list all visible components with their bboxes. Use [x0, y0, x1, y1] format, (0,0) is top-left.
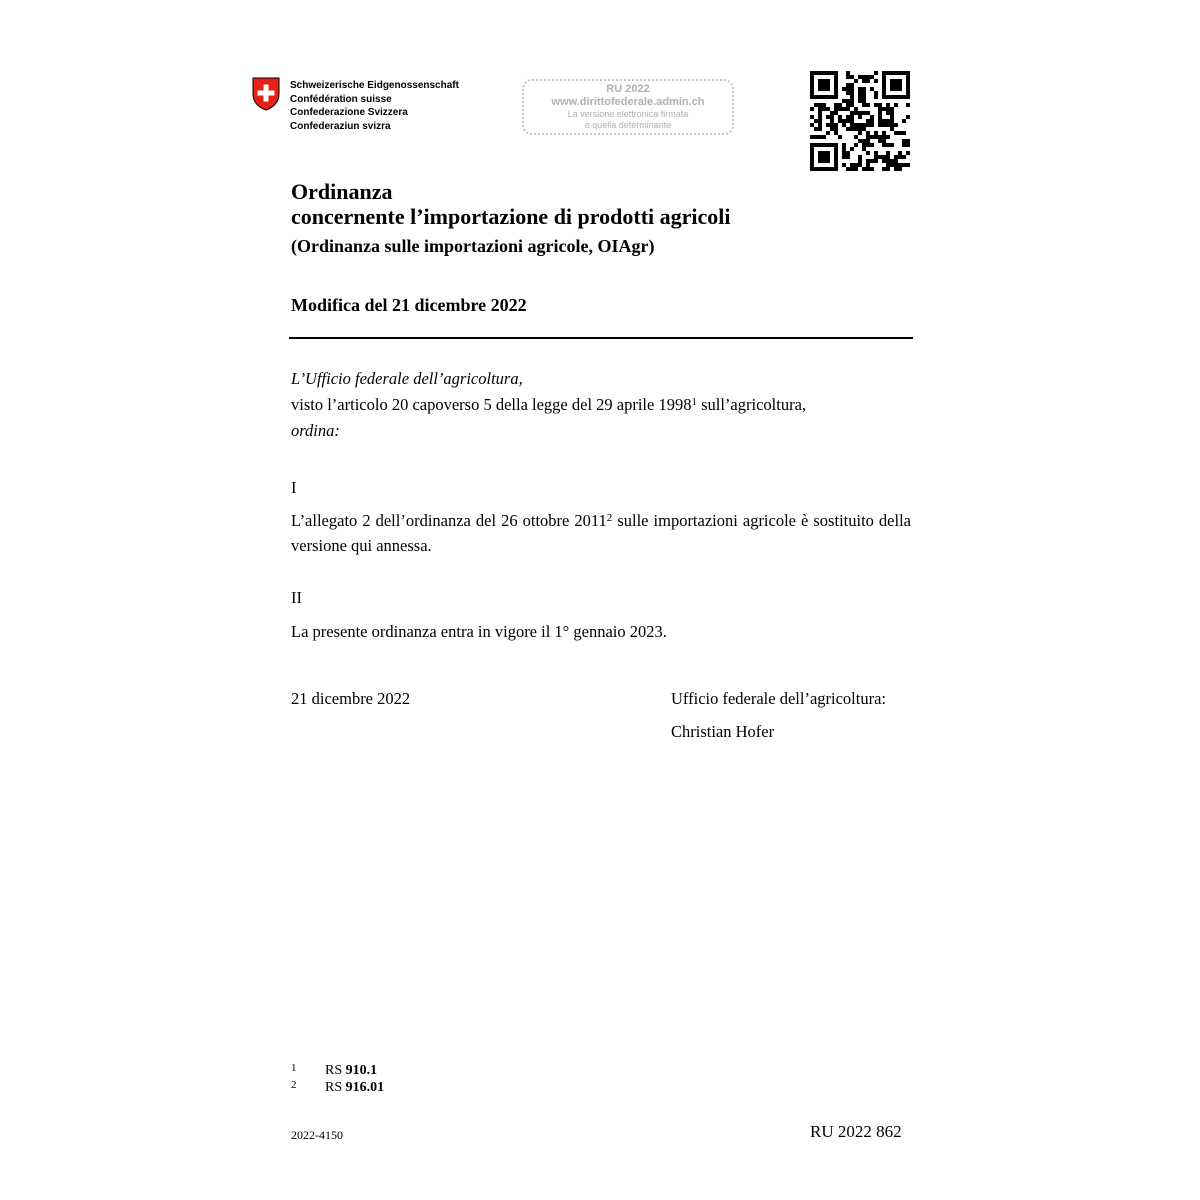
section-1-text — [291, 508, 911, 558]
footnote-text — [325, 1063, 377, 1079]
footnote-ref-1: 1 — [691, 396, 697, 408]
stamp-website: www.dirittofederale.admin.ch — [551, 96, 705, 108]
preamble-text — [291, 392, 806, 417]
document-title — [291, 179, 731, 229]
confederation-names — [290, 79, 459, 133]
signatory-name: Christian Hofer — [671, 722, 775, 741]
section-2-text: La presente ordinanza entra in vigore il 1° gennaio 2023. — [291, 622, 667, 641]
ordina-formula: ordina: — [291, 421, 340, 440]
footnote-ref: 910.1 — [345, 1063, 378, 1078]
title-divider — [289, 337, 913, 339]
issuing-authority: L’Ufficio federale dell’agricoltura, — [291, 369, 523, 388]
footnote-prefix: RS — [325, 1063, 346, 1078]
qr-code-icon — [810, 71, 910, 171]
confederation-name-it: Confederazione Svizzera — [290, 107, 408, 118]
stamp-publication: RU 2022 — [606, 83, 650, 95]
signature-date: 21 dicembre 2022 — [291, 689, 411, 708]
stamp-note-line2: è quella determinante — [584, 120, 672, 130]
electronic-signature-stamp — [522, 79, 734, 135]
preamble-text-start: visto l’articolo 20 capoverso 5 della legge del 29 aprile 1998 — [291, 395, 692, 414]
swiss-cross-icon — [252, 77, 280, 111]
title-line-1: Ordinanza — [291, 179, 393, 204]
amendment-date: Modifica del 21 dicembre 2022 — [291, 295, 527, 315]
document-number: 2022-4150 — [291, 1128, 343, 1142]
signature-office: Ufficio federale dell’agricoltura: — [671, 689, 886, 708]
section-numeral-1: I — [291, 478, 297, 497]
footnote-ref: 916.01 — [345, 1080, 385, 1095]
document-subtitle: (Ordinanza sulle importazioni agricole, OIAgr) — [291, 236, 655, 256]
section-1-text-end: sulle importazioni agricole è sostituito della versione qui annessa. — [291, 511, 911, 555]
footnote-number: 1 — [291, 1062, 297, 1074]
official-compilation-reference: RU 2022 862 — [810, 1122, 902, 1141]
preamble-text-end: sull’agricoltura, — [696, 395, 807, 414]
confederation-name-rm: Confederaziun svizra — [290, 120, 391, 132]
footnote-ref-2: 2 — [606, 512, 613, 524]
title-line-2: concernente l’importazione di prodotti agricoli — [291, 204, 731, 229]
confederation-name-fr: Confédération suisse — [290, 93, 392, 105]
stamp-note-line1: La versione elettronica firmata — [567, 109, 689, 119]
section-numeral-2: II — [291, 588, 302, 607]
footnote-text — [325, 1080, 384, 1096]
footnote-prefix: RS — [325, 1080, 346, 1095]
section-1-text-start: L’allegato 2 dell’ordinanza del 26 ottobre 2011 — [291, 511, 607, 530]
confederation-name-de: Schweizerische Eidgenossenschaft — [290, 80, 459, 91]
footnote-number: 2 — [291, 1079, 297, 1091]
